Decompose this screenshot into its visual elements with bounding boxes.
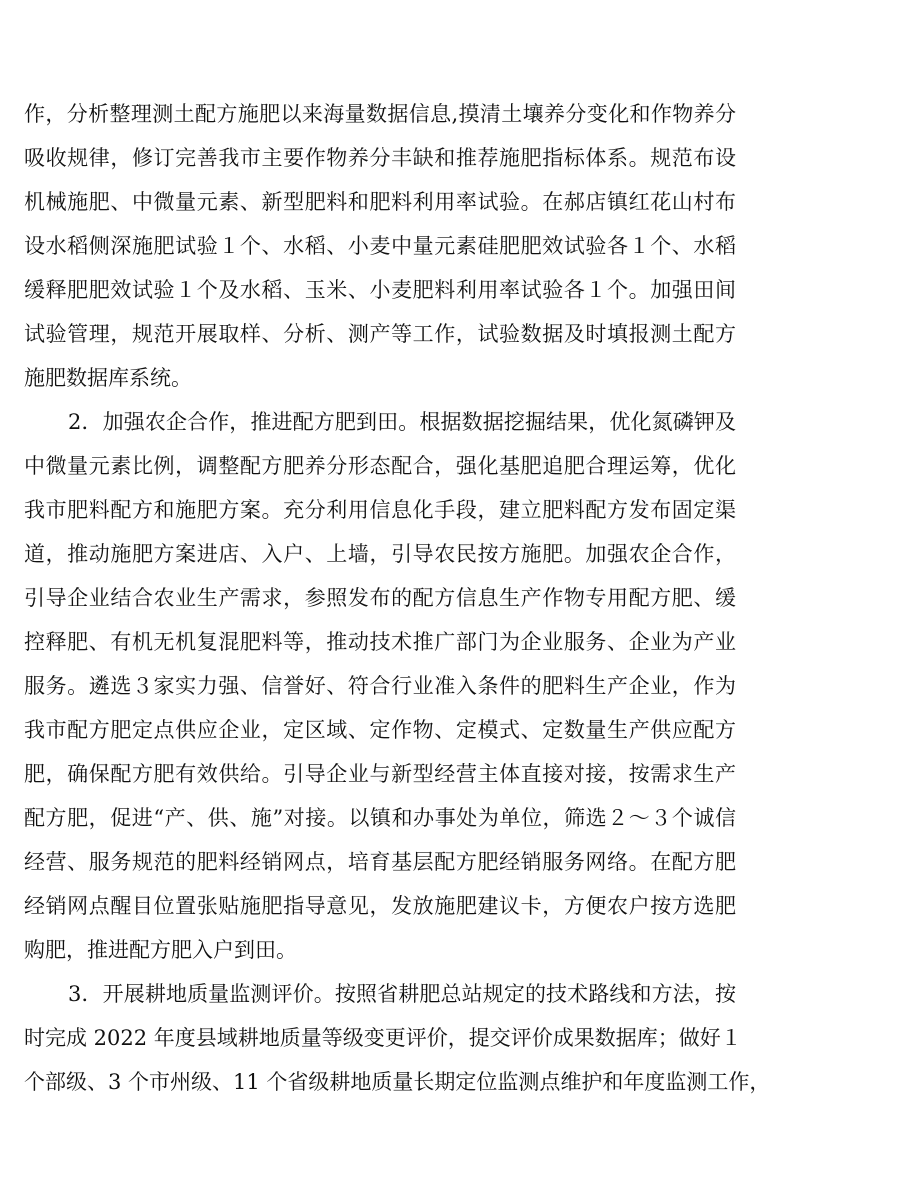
text-line: 个部级、3 个市州级、11 个省级耕地质量长期定位监测点维护和年度监测工作， xyxy=(24,1070,771,1094)
text-line: 机械施肥、中微量元素、新型肥料和肥料利用率试验。在郝店镇红花山村布 xyxy=(24,190,736,214)
text-line: 试验管理，规范开展取样、分析、测产等工作，试验数据及时填报测土配方 xyxy=(24,322,736,346)
text-line: 购肥，推进配方肥入户到田。 xyxy=(24,938,297,962)
text-line: 服务。遴选３家实力强、信誉好、符合行业准入条件的肥料生产企业，作为 xyxy=(24,674,736,698)
text-line: 控释肥、有机无机复混肥料等，推动技术推广部门为企业服务、企业为产业 xyxy=(24,630,736,654)
text-line: 时完成 2022 年度县域耕地质量等级变更评价，提交评价成果数据库；做好１ xyxy=(24,1026,742,1050)
text-line: 吸收规律，修订完善我市主要作物养分丰缺和推荐施肥指标体系。规范布设 xyxy=(24,146,736,170)
text-line: 缓释肥肥效试验１个及水稻、玉米、小麦肥料利用率试验各１个。加强田间 xyxy=(24,278,736,302)
text-line: 道，推动施肥方案进店、入户、上墙，引导农民按方施肥。加强农企合作， xyxy=(24,542,736,566)
text-line: 施肥数据库系统。 xyxy=(24,366,192,390)
paragraph-2-start: 2．加强农企合作，推进配方肥到田。根据数据挖掘结果，优化氮磷钾及 xyxy=(68,410,736,434)
text-line: 作，分析整理测土配方施肥以来海量数据信息,摸清土壤养分变化和作物养分 xyxy=(24,102,736,126)
text-line: 配方肥，促进“产、供、施”对接。以镇和办事处为单位，筛选２～３个诚信 xyxy=(24,806,736,830)
text-line: 肥，确保配方肥有效供给。引导企业与新型经营主体直接对接，按需求生产 xyxy=(24,762,736,786)
text-line: 我市肥料配方和施肥方案。充分利用信息化手段，建立肥料配方发布固定渠 xyxy=(24,498,736,522)
text-line: 设水稻侧深施肥试验１个、水稻、小麦中量元素硅肥肥效试验各１个、水稻 xyxy=(24,234,736,258)
text-line: 经销网点醒目位置张贴施肥指导意见，发放施肥建议卡，方便农户按方选肥 xyxy=(24,894,736,918)
document-body xyxy=(24,92,771,1104)
text-line: 我市配方肥定点供应企业，定区域、定作物、定模式、定数量生产供应配方 xyxy=(24,718,736,742)
paragraph-3-start: 3．开展耕地质量监测评价。按照省耕肥总站规定的技术路线和方法，按 xyxy=(68,982,736,1006)
text-line: 中微量元素比例，调整配方肥养分形态配合，强化基肥追肥合理运筹，优化 xyxy=(24,454,736,478)
text-line: 经营、服务规范的肥料经销网点，培育基层配方肥经销服务网络。在配方肥 xyxy=(24,850,736,874)
text-line: 引导企业结合农业生产需求，参照发布的配方信息生产作物专用配方肥、缓 xyxy=(24,586,736,610)
